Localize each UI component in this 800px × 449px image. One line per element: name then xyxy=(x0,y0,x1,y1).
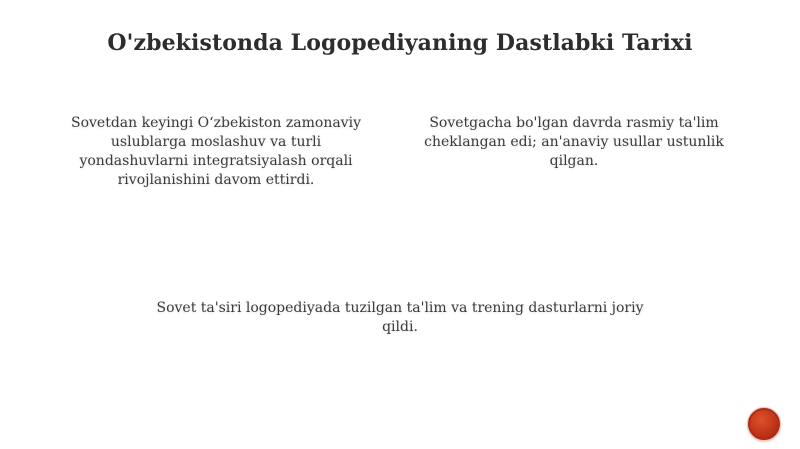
slide-title: O'zbekistonda Logopediyaning Dastlabki Tarixi xyxy=(107,30,693,56)
text-block-bottom: Sovet ta'siri logopediyada tuzilgan ta'lim va trening dasturlarni joriy qildi. xyxy=(156,300,644,335)
text-block-left: Sovetdan keyingi O‘zbekiston zamonaviy uslublarga moslashuv va turli yondashuvlarni integratsiyalash orqali rivojlanishini davom ettirdi. xyxy=(71,115,361,188)
slide-nav-button[interactable] xyxy=(748,408,780,440)
text-block-right: Sovetgacha bo'lgan davrda rasmiy ta'lim cheklangan edi; an'anaviy usullar ustunlik qilgan. xyxy=(424,115,724,169)
